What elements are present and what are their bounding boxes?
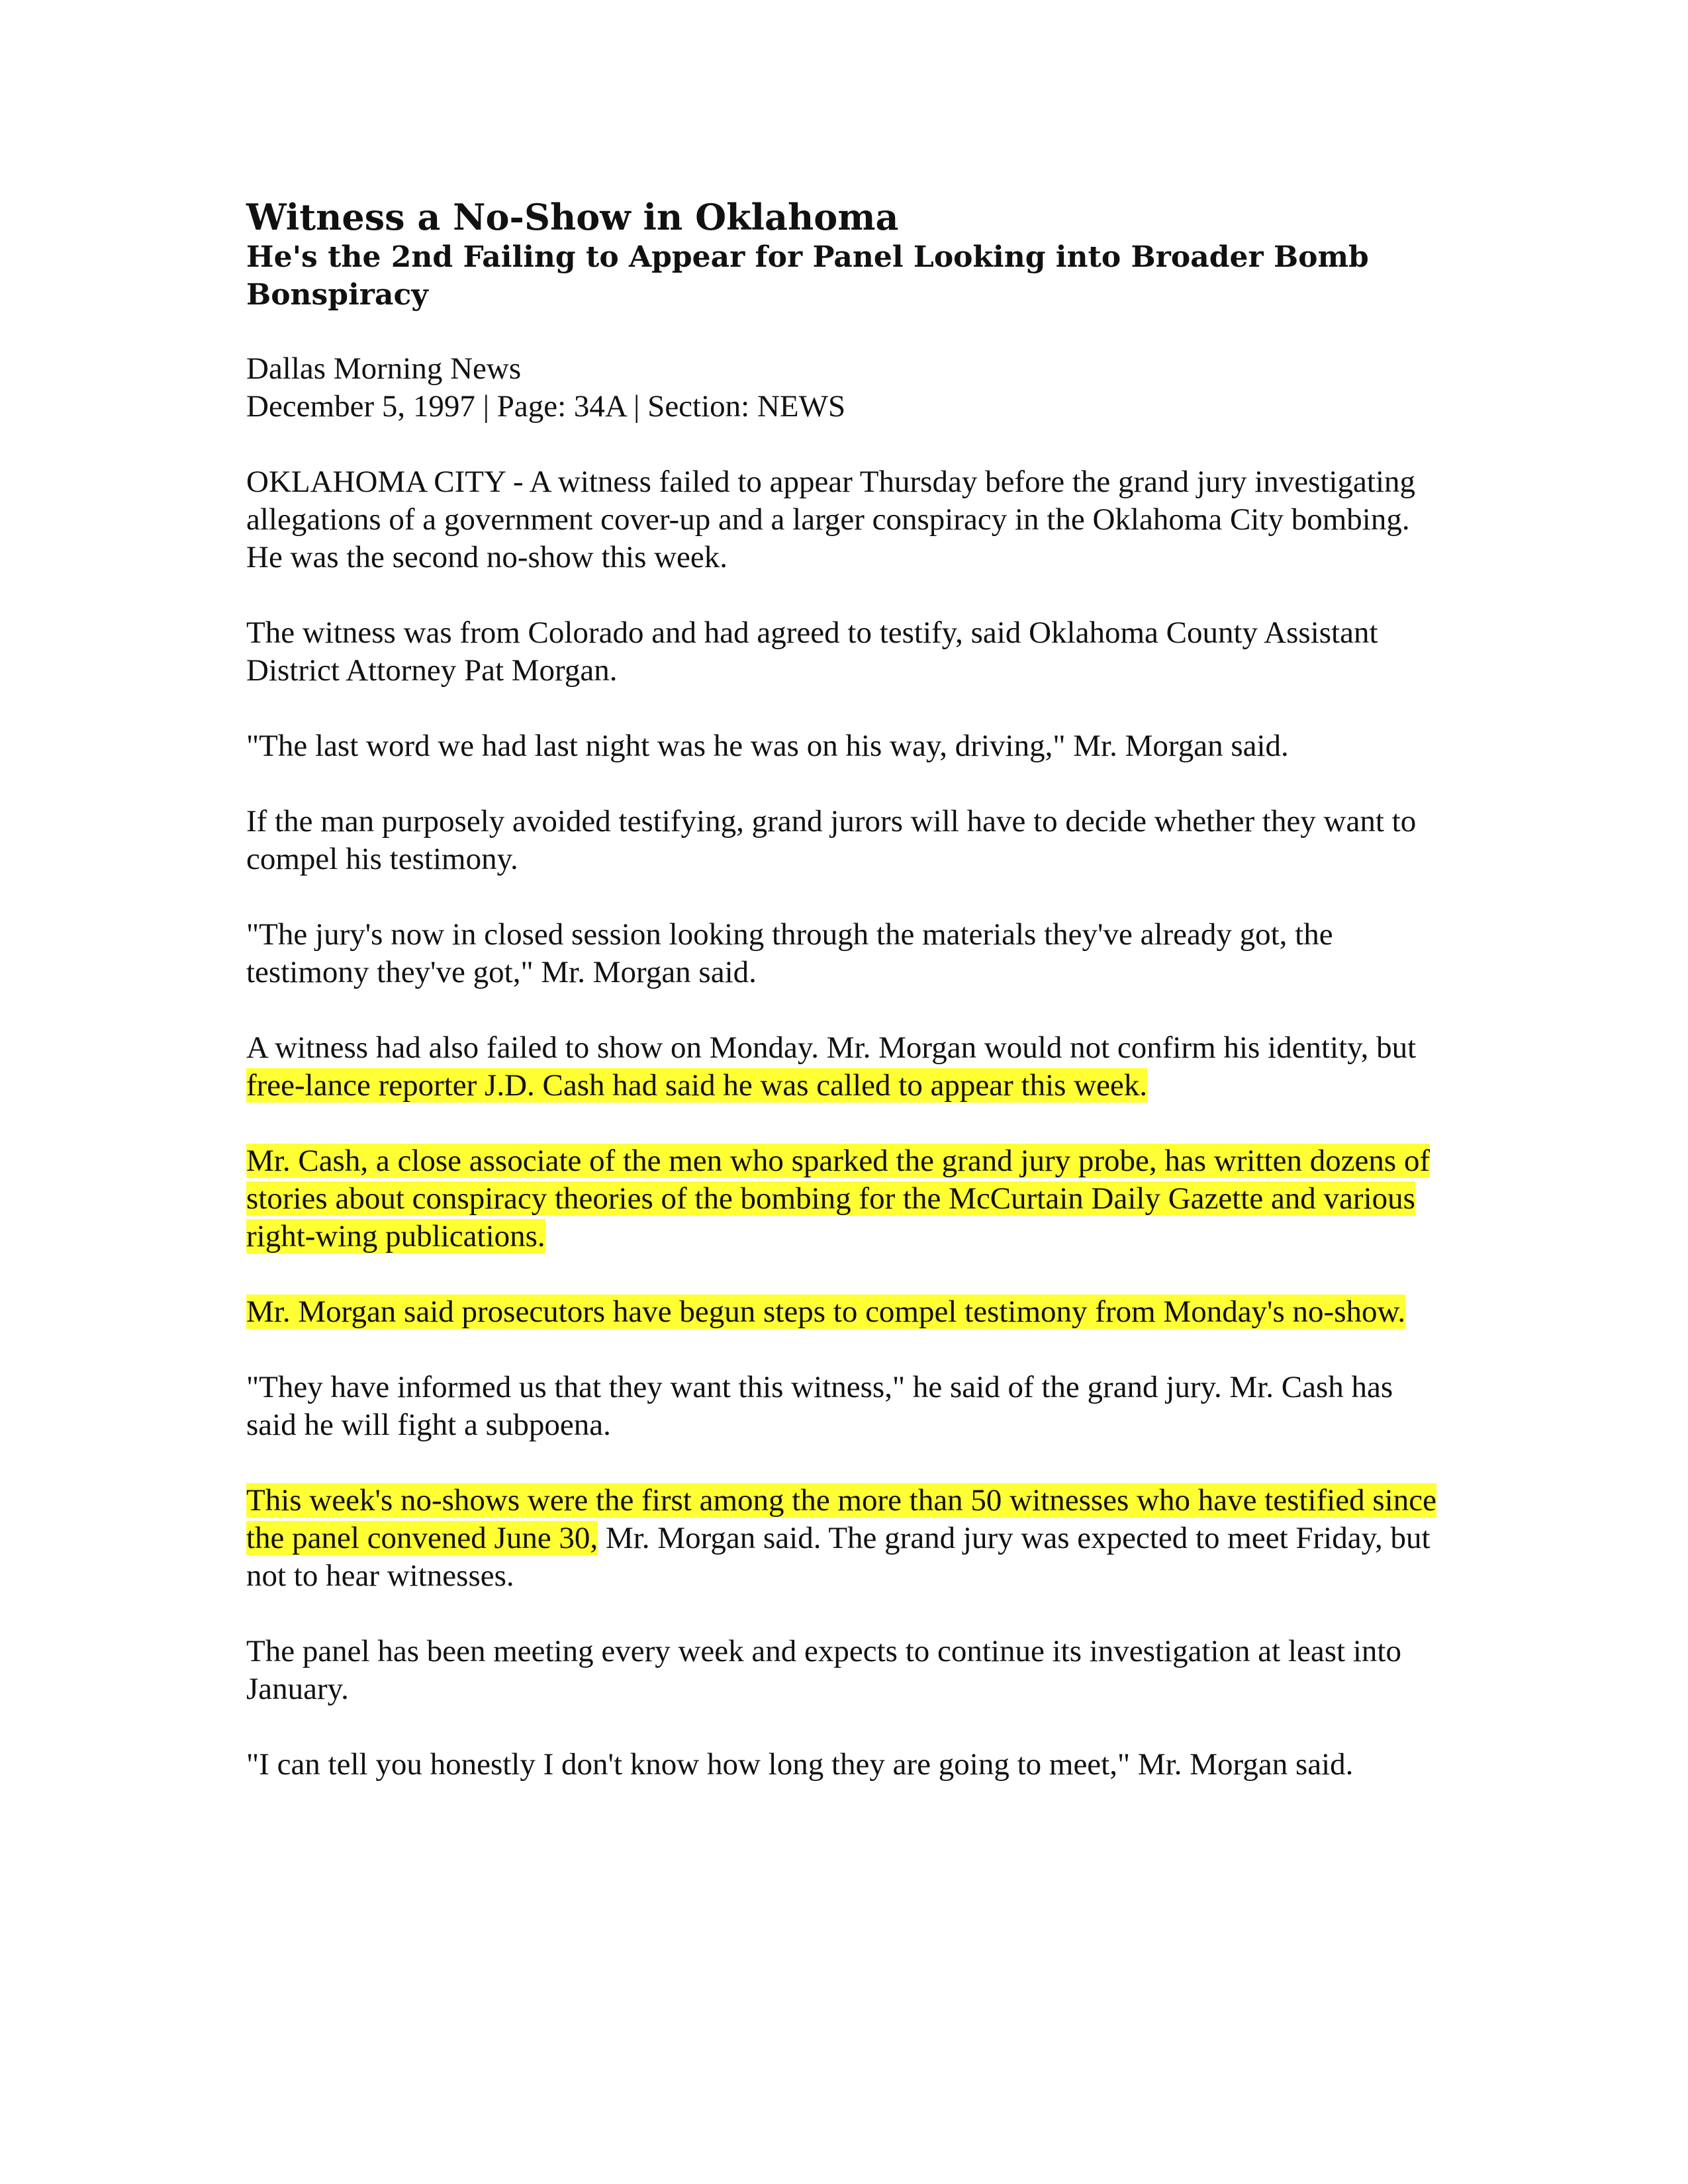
source-name: Dallas Morning News (246, 351, 522, 386)
highlighted-text: free-lance reporter J.D. Cash had said he was called to appear this week. (246, 1068, 1148, 1103)
paragraph-6 (246, 1029, 1438, 1105)
paragraph-12 (246, 1746, 1438, 1784)
paragraph-9 (246, 1369, 1438, 1444)
paragraph-text: A witness had also failed to show on Monday. Mr. Morgan would not confirm his identity, but (246, 1030, 1417, 1065)
paragraph-4 (246, 803, 1438, 878)
paragraph-text: If the man purposely avoided testifying, grand jurors will have to decide whether they want to compel his testimony. (246, 804, 1417, 876)
paragraph-text: The witness was from Colorado and had agreed to testify, said Oklahoma County Assistant District Attorney Pat Morgan. (246, 615, 1378, 688)
paragraph-text: Mr. Morgan said. The grand jury was expected to meet Friday, but not to hear witnesses. (246, 1521, 1430, 1593)
paragraph-text: "The last word we had last night was he was on his way, driving," Mr. Morgan said. (246, 729, 1289, 763)
article-subtitle: He's the 2nd Failing to Appear for Panel Looking into Broader Bomb Bonspiracy (246, 240, 1369, 312)
paragraph-text: The panel has been meeting every week and expects to continue its investigation at least into January. (246, 1634, 1401, 1706)
paragraph-text: "The jury's now in closed session looking through the materials they've already got, the testimony they've got," Mr. Morgan said. (246, 917, 1333, 989)
highlighted-text: This week's no-shows were the first among the more than 50 witnesses who have testified since the panel convened June 30, (246, 1483, 1436, 1555)
paragraph-3 (246, 727, 1438, 765)
article-meta (246, 350, 1438, 426)
dateline: December 5, 1997 | Page: 34A | Section: NEWS (246, 389, 846, 424)
article-title: Witness a No-Show in Oklahoma (246, 196, 899, 238)
paragraph-7 (246, 1142, 1438, 1255)
paragraph-text: "I can tell you honestly I don't know how long they are going to meet," Mr. Morgan said. (246, 1747, 1354, 1782)
paragraph-8 (246, 1293, 1438, 1331)
highlighted-text: Mr. Morgan said prosecutors have begun steps to compel testimony from Monday's no-show. (246, 1295, 1406, 1329)
paragraph-1 (246, 463, 1438, 576)
paragraph-text: OKLAHOMA CITY - A witness failed to appear Thursday before the grand jury investigating allegations of a government cover-up and a larger conspiracy in the Oklahoma City bombing. He was the second no-show this week. (246, 465, 1416, 574)
paragraph-10 (246, 1482, 1438, 1595)
paragraph-5 (246, 916, 1438, 991)
highlighted-text: Mr. Cash, a close associate of the men who sparked the grand jury probe, has written dozens of stories about conspiracy theories of the bombing for the McCurtain Daily Gazette and various right-wing publications. (246, 1144, 1430, 1253)
article-page (246, 196, 1438, 1784)
paragraph-2 (246, 614, 1438, 690)
paragraph-text: "They have informed us that they want this witness," he said of the grand jury. Mr. Cash has said he will fight a subpoena. (246, 1370, 1393, 1442)
paragraph-11 (246, 1633, 1438, 1708)
